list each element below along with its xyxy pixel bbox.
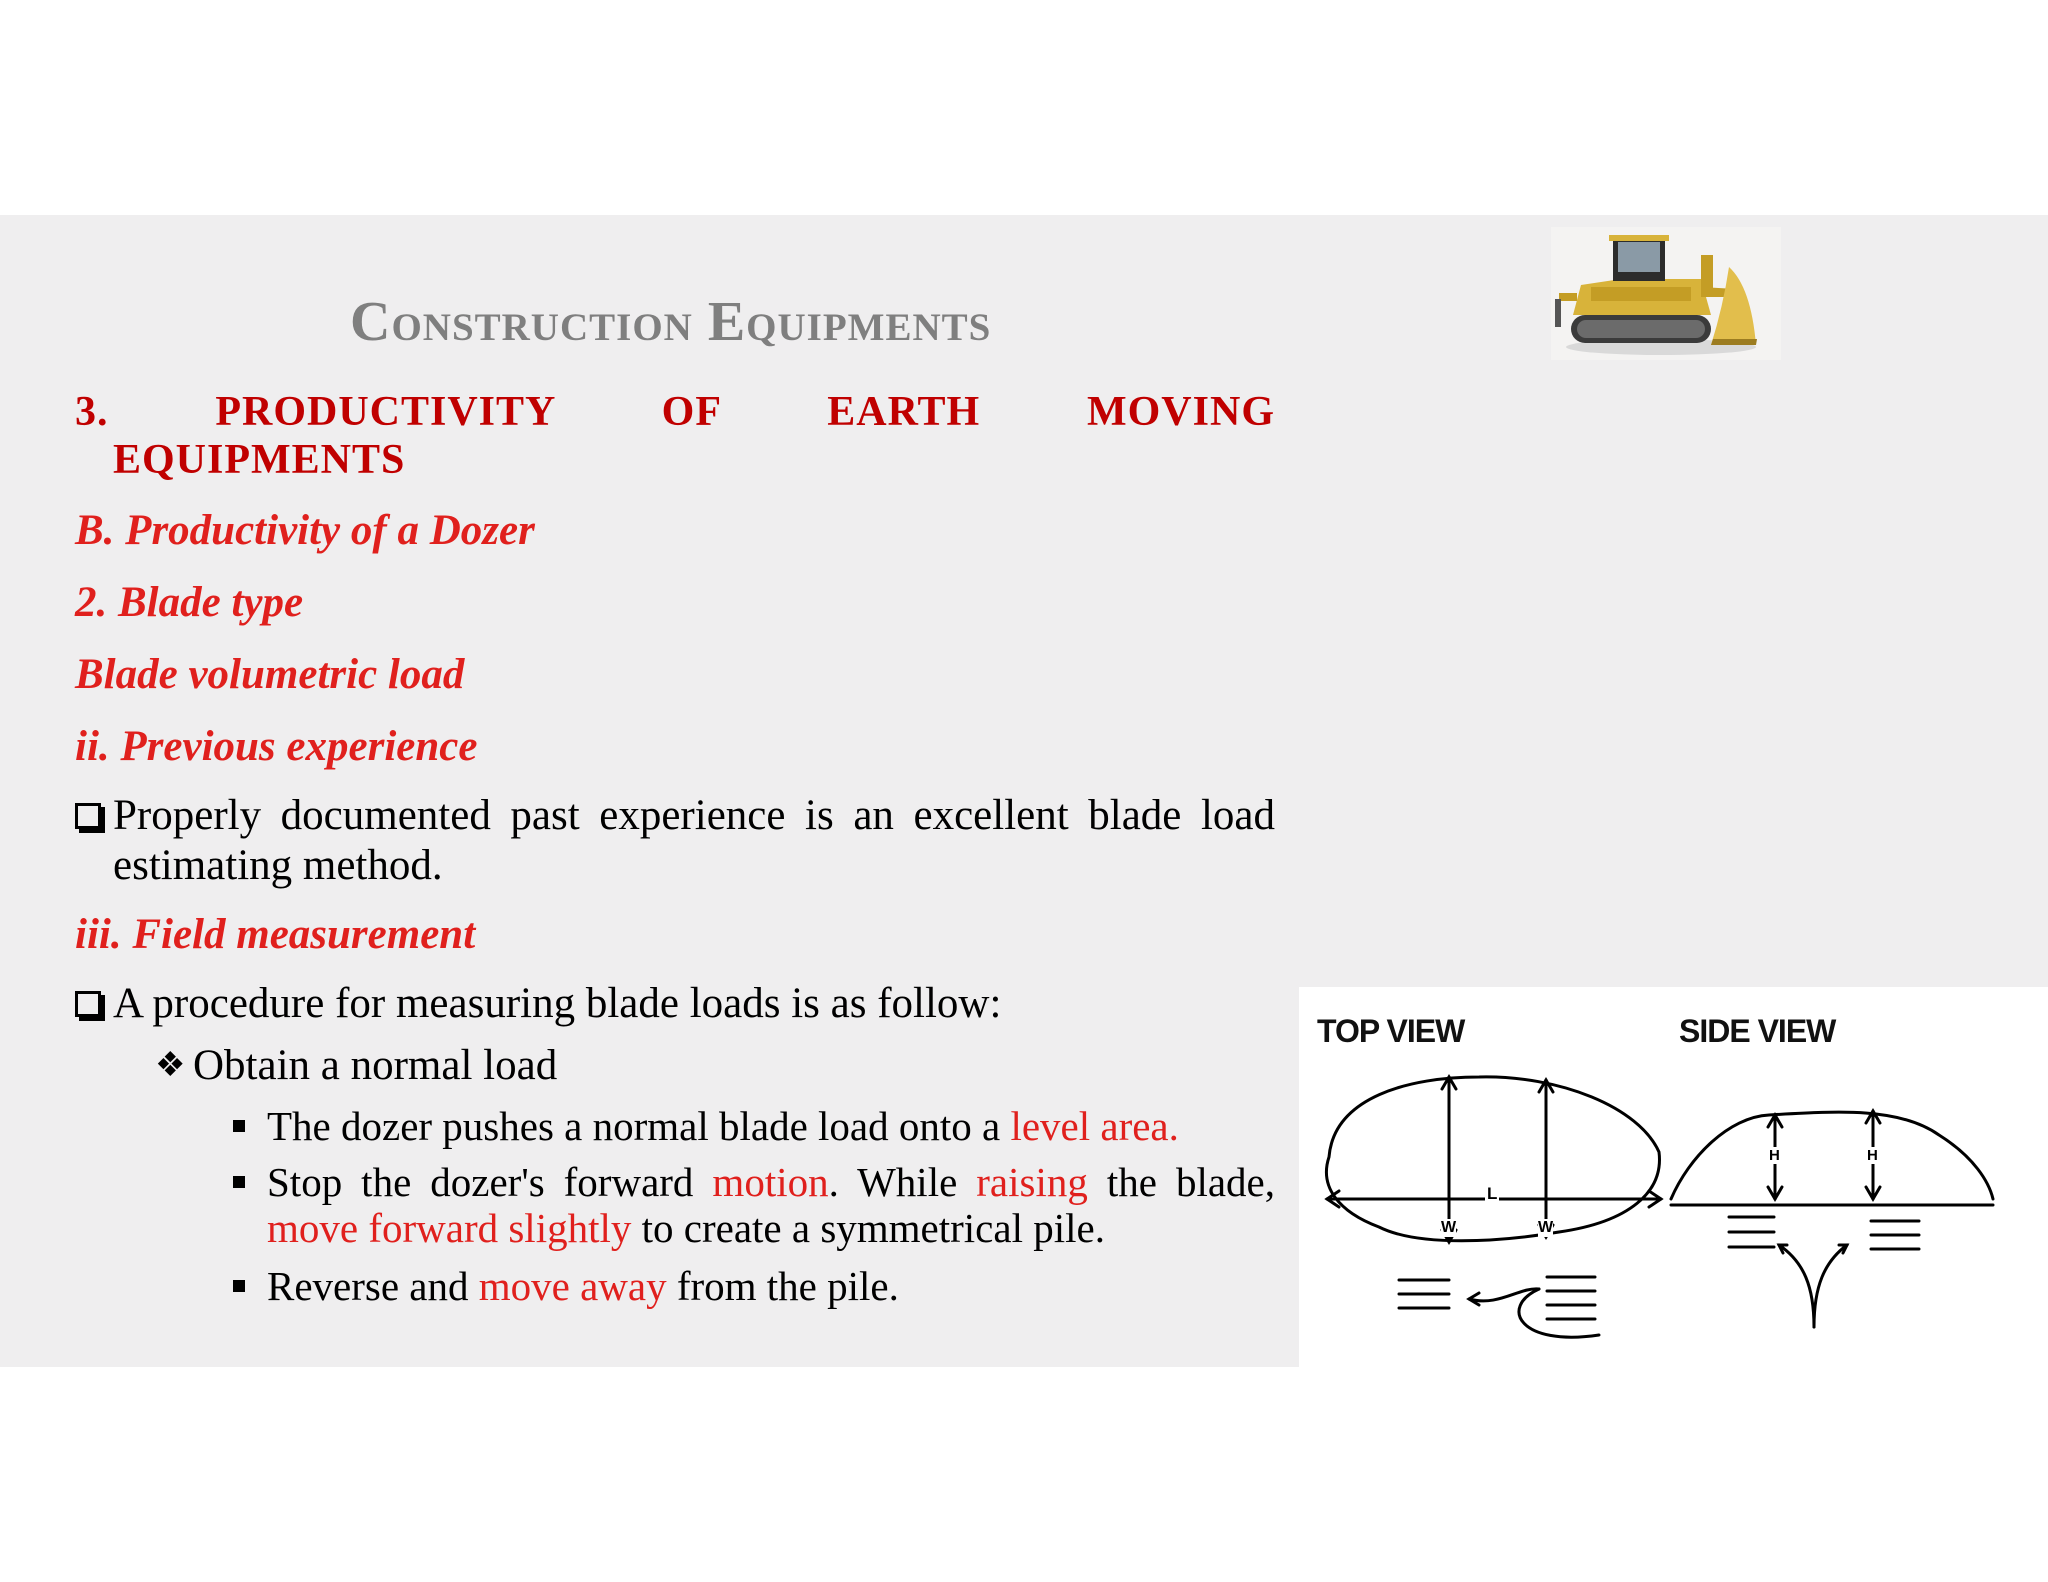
bullet-item	[75, 1159, 1275, 1251]
section-heading	[75, 388, 1275, 436]
heading-word-moving: MOVING	[1087, 389, 1275, 435]
square-bullet-icon	[233, 1176, 245, 1188]
checkbox-bullet-icon	[75, 803, 101, 829]
pile-measurement-diagram	[1299, 987, 2048, 1367]
heading-word-of: OF	[661, 389, 721, 435]
length-label: L	[1487, 1184, 1498, 1203]
step-obtain-text: Obtain a normal load	[193, 1042, 558, 1089]
height-label-1: H	[1769, 1147, 1780, 1164]
subheading-previous-experience: ii. Previous experience	[75, 723, 478, 770]
slide-title: Construction Equipments	[350, 291, 992, 353]
paragraph-experience-text: Properly documented past experience is an excellent blade load estimating method.	[113, 792, 1275, 889]
width-label-2: W	[1538, 1219, 1554, 1236]
bullet3-highlight: move away	[478, 1263, 667, 1309]
bullet2-highlight-motion: motion	[712, 1159, 829, 1205]
heading-word-productivity: PRODUCTIVITY	[215, 389, 555, 435]
subheading-blade-volumetric-load: Blade volumetric load	[75, 651, 465, 698]
paragraph-procedure	[75, 979, 1275, 1029]
heading-word-earth: EARTH	[827, 389, 981, 435]
side-view-label: SIDE VIEW	[1679, 1013, 1836, 1049]
slide-content	[75, 388, 1275, 1309]
bullet-item	[75, 1103, 1275, 1149]
checkbox-bullet-icon	[75, 991, 101, 1017]
subheading-field-measurement: iii. Field measurement	[75, 911, 476, 958]
bullet2-highlight-move-forward: move forward slightly	[267, 1205, 632, 1251]
bullet2-text-b: . While	[828, 1159, 977, 1205]
bullet3-text-a: Reverse and	[267, 1263, 479, 1309]
paragraph-experience	[75, 791, 1275, 891]
subheading-productivity-dozer: B. Productivity of a Dozer	[75, 507, 535, 554]
bullet1-text: The dozer pushes a normal blade load onto a	[267, 1103, 1011, 1149]
top-view-label: TOP VIEW	[1317, 1013, 1465, 1049]
square-bullet-icon	[233, 1280, 245, 1292]
subheading-blade-type: 2. Blade type	[75, 579, 304, 626]
bullet1-highlight: level area.	[1010, 1103, 1179, 1149]
height-label-2: H	[1867, 1147, 1878, 1164]
diamond-bullet-icon: ❖	[155, 1047, 186, 1084]
paragraph-procedure-text: A procedure for measuring blade loads is as follow:	[113, 980, 1002, 1027]
bullet2-highlight-raising: raising	[976, 1159, 1088, 1205]
square-bullet-icon	[233, 1120, 245, 1132]
width-label-1: W	[1441, 1219, 1457, 1236]
bullet2-text-c: the blade,	[1087, 1159, 1275, 1205]
bullet2-text-a: Stop the dozer's forward	[267, 1159, 713, 1205]
bullet2-text-d: to create a symmetrical pile.	[631, 1205, 1105, 1251]
bullet-item	[75, 1263, 1275, 1309]
dozer-image	[1551, 227, 1781, 360]
section-heading-line2: EQUIPMENTS	[113, 437, 406, 483]
heading-word-number: 3.	[75, 389, 109, 435]
step-obtain-normal-load	[75, 1041, 1275, 1091]
pile-diagram-drawing	[1299, 987, 2048, 1367]
bullet3-text-b: from the pile.	[666, 1263, 899, 1309]
